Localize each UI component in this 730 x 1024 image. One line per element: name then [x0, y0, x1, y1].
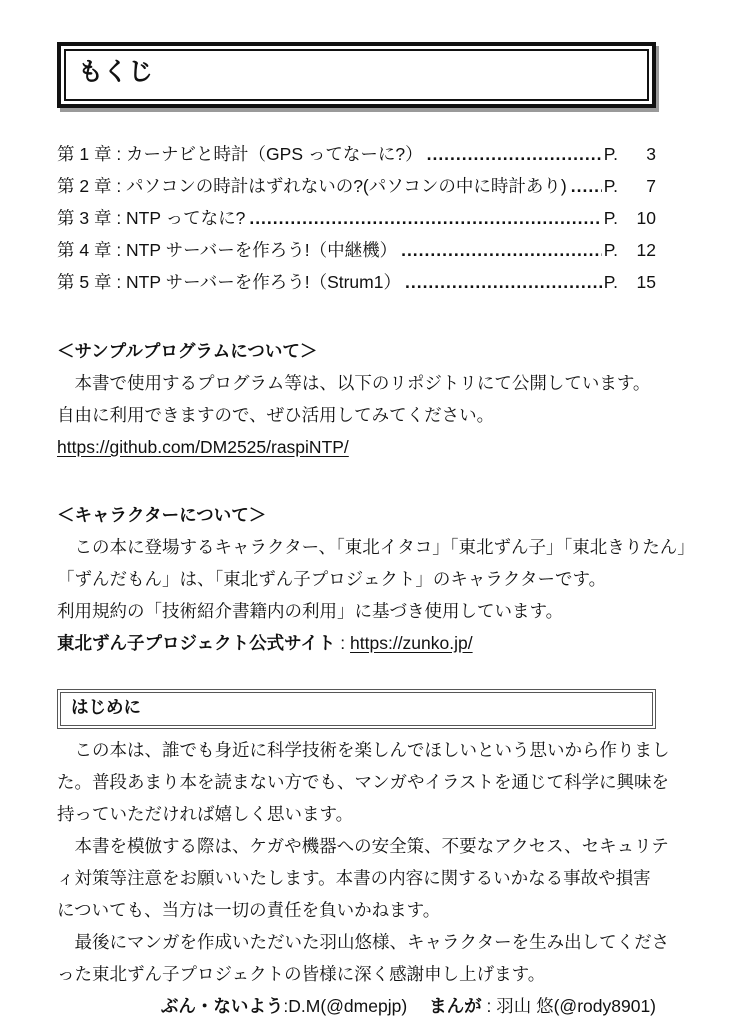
toc-entry-label: 第 3 章 : NTP ってなに? — [57, 208, 246, 228]
toc-page-number: 3 — [646, 144, 656, 164]
characters-heading: ＜キャラクターについて＞ — [57, 505, 267, 525]
credit-text-label: ぶん・ないよう — [160, 996, 284, 1016]
repo-link-line — [57, 431, 656, 463]
characters-section — [57, 499, 695, 659]
credit-line — [57, 990, 656, 1022]
dot-leader — [405, 272, 602, 293]
official-site-label: 東北ずん子プロジェクト公式サイト — [57, 633, 336, 653]
page-content — [57, 42, 695, 1022]
sample-program-line: 本書で使用するプログラム等は、以下のリポジトリにて公開しています。 — [57, 373, 651, 393]
toc-entry-label: 第 1 章 : カーナビと時計（GPS ってなーに?） — [57, 144, 423, 164]
intro-paragraph-line: ィ対策等注意をお願いいたします。本書の内容に関するいかなる事故や損害 — [57, 868, 651, 888]
intro-body — [57, 734, 670, 1022]
github-repo-link[interactable]: https://github.com/DM2525/raspiNTP/ — [57, 437, 349, 457]
characters-line: 「ずんだもん」は、「東北ずん子プロジェクト」のキャラクターです。 — [57, 569, 607, 589]
toc-list — [57, 141, 656, 301]
toc-title: もくじ — [64, 49, 649, 101]
official-site-separator: : — [335, 633, 351, 653]
intro-paragraph-line: 本書を模倣する際は、ケガや機器への安全策、不要なアクセス、セキュリテ — [57, 836, 669, 856]
characters-line: 利用規約の「技術紹介書籍内の利用」に基づき使用しています。 — [57, 601, 564, 621]
dot-leader — [401, 240, 602, 261]
intro-paragraph-line: についても、当方は一切の責任を負いかねます。 — [57, 900, 441, 920]
toc-title-box — [57, 42, 656, 108]
toc-entry-2 — [57, 173, 656, 205]
toc-page-prefix: P. — [603, 272, 618, 292]
intro-paragraph-line: 最後にマンガを作成いただいた羽山悠様、キャラクターを生み出してくださ — [57, 932, 670, 952]
toc-entry-5 — [57, 269, 656, 301]
toc-entry-4 — [57, 237, 656, 269]
toc-entry-1 — [57, 141, 656, 173]
dot-leader — [427, 144, 602, 165]
intro-paragraph-line: 持っていただければ嬉しく思います。 — [57, 804, 354, 824]
toc-entry-label: 第 2 章 : パソコンの時計はずれないの?(パソコンの中に時計あり) — [57, 176, 567, 196]
toc-page-prefix: P. — [603, 176, 618, 196]
zunko-site-link[interactable]: https://zunko.jp/ — [350, 633, 473, 653]
intro-paragraph-line: た。普段あまり本を読まない方でも、マンガやイラストを通じて科学に興味を — [57, 772, 669, 792]
toc-entry-label: 第 5 章 : NTP サーバーを作ろう!（Strum1） — [57, 272, 401, 292]
credit-text-value: :D.M(@dmepjp) — [283, 996, 408, 1016]
toc-page-prefix: P. — [603, 240, 618, 260]
toc-page-number: 7 — [646, 176, 656, 196]
characters-line: この本に登場するキャラクター、「東北イタコ」「東北ずん子」「東北きりたん」 — [57, 537, 695, 557]
credit-manga-label: まんが — [429, 996, 482, 1016]
toc-page-number: 12 — [636, 240, 656, 260]
sample-program-heading: ＜サンプルプログラムについて＞ — [57, 341, 318, 361]
toc-entry-label: 第 4 章 : NTP サーバーを作ろう!（中継機） — [57, 240, 398, 260]
intro-title-box — [57, 689, 656, 729]
official-site-line — [57, 627, 656, 659]
toc-page-prefix: P. — [603, 144, 618, 164]
intro-title: はじめに — [60, 692, 653, 726]
sample-program-section — [57, 335, 656, 463]
sample-program-line: 自由に利用できますので、ぜひ活用してみてください。 — [57, 405, 495, 425]
dot-leader — [249, 208, 601, 229]
toc-page-number: 10 — [636, 208, 656, 228]
toc-entry-3 — [57, 205, 656, 237]
intro-paragraph-line: この本は、誰でも身近に科学技術を楽しんでほしいという思いから作りまし — [57, 740, 670, 760]
intro-paragraph-line: った東北ずん子プロジェクトの皆様に深く感謝申し上げます。 — [57, 964, 546, 984]
credit-manga-value: : 羽山 悠(@rody8901) — [481, 996, 656, 1016]
toc-page-prefix: P. — [603, 208, 618, 228]
toc-page-number: 15 — [636, 272, 656, 292]
dot-leader — [571, 176, 602, 197]
